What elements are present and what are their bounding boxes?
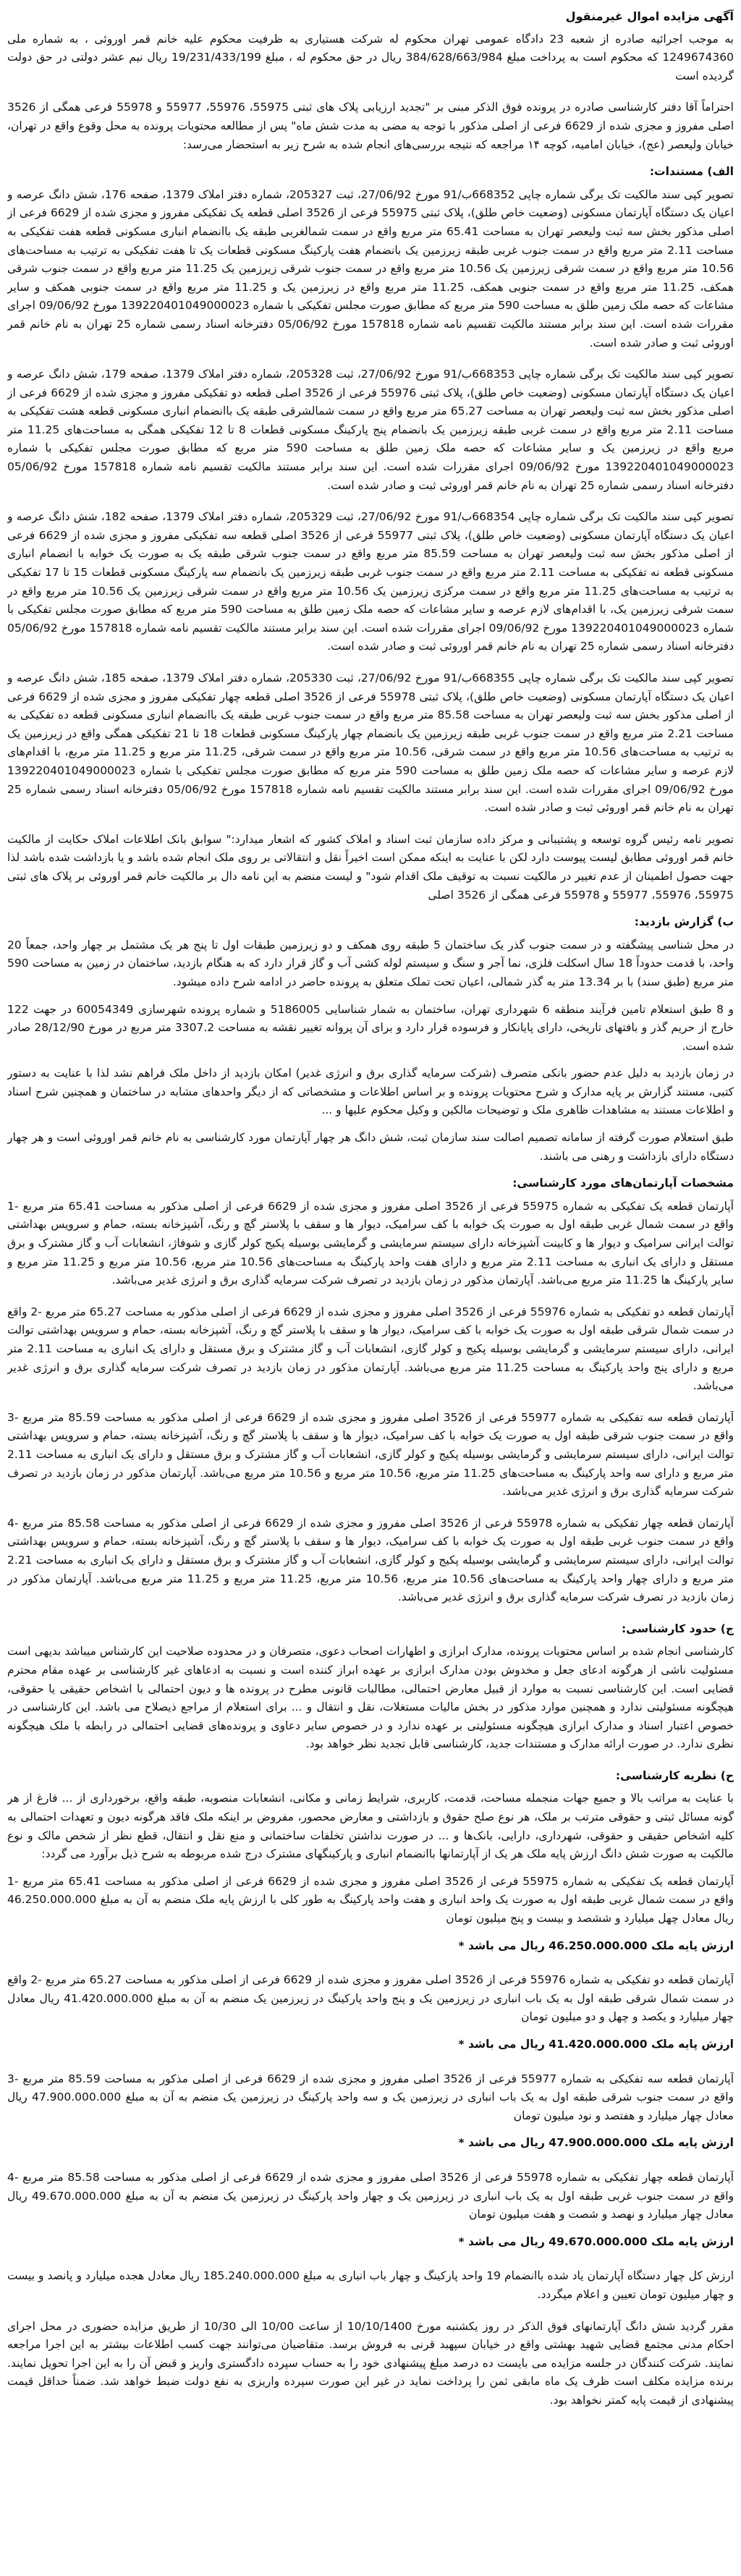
section-c-heading: مشخصات آپارتمان‌های مورد کارشناسی:	[512, 1177, 734, 1190]
valuation-price-3: ارزش پایه ملک 47.900.000.000 ریال می باشد *	[458, 2136, 734, 2150]
site-visit-note: در محل شناسی پیشگفته و در سمت جنوب گذر یک ساختمان 5 طبقه روی همکف و دو زیرزمین طبقات اول تا پنج هر یک مشتمل بر چهار واحد، جمعاً 20 واحد، با قدمت حدوداً 18 سال اسکلت فلزی، نما آجر و سنگ و سیستم لوله کشی آب و گاز قرار دارد که به هنگام بازدید، ساختمان در زمین به مساحت 590 متر مربع (طبق سند) با بر 13.34 متر به گذر شمالی، اعیان تحت تملک متعلق به پرونده حاضر در ادامه شرح داده میشود.	[7, 938, 734, 988]
section-d-heading: ج) حدود کارشناسی:	[621, 1622, 734, 1635]
registry-letter-note: تصویر نامه رئیس گروه توسعه و پشتیبانی و مرکز داده سازمان ثبت اسناد و املاک کشور که اشعار میدارد:" سوابق بانک اطلاعات املاک حکایت از مالکیت خانم قمر اوروئی مطابق لیست پیوست دارد لکن با عنایت به اینکه ممکن است اخیراً نقل و انتقالاتی بر روی ملک انجام شده باشد و یا بازداشت شده باشد لذا جهت حصول اطمینان از عدم تغییر در مالکیت نسبت به توقیف ملک اقدام شود" و لیست منضم به این نامه دال بر مالکیت خانم قمر اوروئی بر پلاک های ثبتی 55975، 55976، 55977 و 55978 فرعی همگی از 3526 اصلی	[7, 832, 734, 902]
apartment-item-3: آپارتمان قطعه سه تفکیکی به شماره 55977 فرعی از 3526 اصلی مفروز و مجزی شده از 6629 فرعی از اصلی مذکور به مساحت 85.59 متر مربع -3 واقع در سمت جنوب شرقی طبقه اول به صورت یک خوابه با کف سرامیک، دیوار ها و سقف با پلاستر گچ و رنگ، آشپزخانه بسته، حمام و سرویس بهداشتی توالت ایرانی، دارای سیستم سرمایشی و گرمایشی بوسیله پکیج و کولر گازی، انشعابات آب و گاز مشترک و برق مستقل و دارای یک انباری به مساحت 2.11 متر مربع و دارای سه واحد پارکینگ به مساحت‌های 11.25 متر مربع، 10.56 متر مربع و 10.56 متر مربع می‌باشد. آپارتمان مذکور در زمان بازدید در تصرف شرکت سرمایه گذاری برق و انرژی غدیر می‌باشد.	[7, 1410, 734, 1499]
document-item-1: تصویر کپی سند مالکیت تک برگی شماره چاپی 668352ب/91 مورخ 27/06/92، ثبت 205327، شماره دفتر املاک 1379، صفحه 176، شش دانگ عرصه و اعیان یک دستگاه آپارتمان مسکونی (وضعیت خاص طلق)، پلاک ثبتی 55975 فرعی از 3526 اصلی قطعه یک تفکیکی مفروز و مجزی شده از 6629 فرعی از اصلی مذکور بخش سه ثبت ولیعصر تهران به مساحت 65.41 متر مربع واقع در سمت شمالغربی طبقه یک باانضمام انباری مسکونی قطعه هفت تفکیکی به مساحت 2.11 متر مربع واقع در سمت جنوب غربی طبقه زیرزمین یک بانضمام هفت پارکینگ مسکونی قطعات یک تا هفت تفکیکی به ترتیب به مساحت‌های 10.56 متر مربع واقع در سمت شرقی زیرزمین یک 10.56 متر مربع واقع در سمت جنوب شرقی زیرزمین یک 11.25 متر مربع واقع در سمت جنوب شرقی همکف، 11.25 متر مربع واقع در سمت جنوبی همکف، 11.25 متر مربع واقع در زیرزمین یک و 11.25 متر مربع واقع در سمت جنوبی همکف و سایر مشاعات که حصه ملک زمین طلق به مساحت 590 متر مربع که مطابق صورت مجلس تفکیکی با شماره 139220401049000023 مورخ 09/06/92 اجرای مقررات شده است. این سند برابر مستند مالکیت تقسیم نامه شماره 157818 مورخ 05/06/92 دفترخانه اسناد رسمی شماره 25 تهران به نام خانم قمر اوروئی ثبت و صادر شده است.	[7, 187, 734, 349]
scope-paragraph: کارشناسی انجام شده بر اساس محتویات پرونده، مدارک ابرازی و اظهارات اصحاب دعوی، متصرفان و در محدوده صلاحیت این کارشناس میباشد بدیهی است مسئولیت ناشی از هرگونه ادعای جعل و مخدوش بودن مدارک ابرازی بر عهده ابراز کننده است و نسبت به ادعاهای غیر کارشناسی بر عهده مقام محترم قضایی است. این کارشناسی نسبت به موارد از قبیل معارض احتمالی، مطالبات قانونی مطرح در پرونده ها و دیون احتمالی با اشخاص حقیقی یا حقوقی، هیچگونه مسئولیتی ندارد و همچنین موارد مذکور در بخش مالیات مستغلات، نقل و انتقال و ... برای استعلام از مراجع ذیصلاح می باشد. این کارشناسی در خصوص اعتبار اسناد و مدارک ابرازی هیچگونه مسئولیتی بر عهده ندارد و در خصوص سایر دعاوی و پرونده‌های قضایی احتمالی در رابطه با ملک هیچگونه نظری ندارد. در صورت ارائه مدارک و مستندات جدید، کارشناسی قابل تجدید نظر خواهد بود.	[7, 1645, 734, 1751]
decision-paragraph: احتراماً آقا دفتر کارشناسی صادره در پرونده فوق الذکر مبنی بر "تجدید ارزیابی پلاک های ثبتی 55975، 55976، 55977 و 55978 فرعی همگی از 3526 اصلی مفروز و مجزی شده از 6629 فرعی از اصلی مذکور با توجه به مضی به مدت شش ماه" پس از مطالعه محتویات پرونده به محل وقوع واقع در تهران، خیابان ولیعصر (عج)، خیابان امامیه، کوچه ۱۴ مراجعه که نتیجه بررسی‌های انجام شده به شرح زیر به استحضار می‌رسد:	[7, 101, 734, 151]
valuation-item-1: آپارتمان قطعه یک تفکیکی به شماره 55975 فرعی از 3526 اصلی مفروز و مجزی شده از 6629 فرعی از اصلی مذکور به مساحت 65.41 متر مربع -1 واقع در سمت شمال غربی طبقه اول به صورت یک واحد انباری و هفت واحد پارکینگ به طور کلی با ارزش پایه ملک منضم به آن به مبلغ 46.250.000.000 ریال معادل چهل میلیارد و ششصد و بیست و پنج میلیون تومان	[7, 1874, 734, 1925]
valuation-price-2: ارزش پایه ملک 41.420.000.000 ریال می باشد *	[458, 2038, 734, 2051]
section-b-heading: ب) گزارش بازدید:	[634, 915, 734, 929]
document-title: آگهی مزایده اموال غیرمنقول	[565, 9, 734, 23]
valuation-item-2: آپارتمان قطعه دو تفکیکی به شماره 55976 فرعی از 3526 اصلی مفروز و مجزی شده از 6629 فرعی از اصلی مذکور به مساحت 65.27 متر مربع -2 واقع در سمت شمال شرقی طبقه اول به یک باب انباری در زیرزمین یک و پنج واحد پارکینگ در زیرزمین یک منضم به آن به مبلغ 41.420.000.000 ریال معادل چهار میلیارد و یکصد و چهل و دو میلیون تومان	[7, 1973, 734, 2024]
valuation-price-1: ارزش پایه ملک 46.250.000.000 ریال می باشد *	[458, 1939, 734, 1952]
apartment-item-4: آپارتمان قطعه چهار تفکیکی به شماره 55978 فرعی از 3526 اصلی مفروز و مجزی شده از 6629 فرعی از اصلی مذکور به مساحت 85.58 متر مربع -4 واقع در سمت جنوب غربی طبقه اول به صورت یک خوابه با کف سرامیک، دیوار ها و سقف با پلاستر گچ و رنگ، آشپزخانه بسته، حمام و سرویس بهداشتی توالت ایرانی، دارای سیستم سرمایشی و گرمایشی بوسیله پکیج و کولر گازی، انشعابات آب و گاز مشترک و برق مستقل و دارای یک انباری به مساحت 2.21 متر مربع و دارای چهار واحد پارکینگ به مساحت‌های 10.56 متر مربع، 10.56 متر مربع، 11.25 متر مربع و 11.25 متر مربع می‌باشد. آپارتمان مذکور در زمان بازدید در تصرف شرکت سرمایه گذاری برق و انرژی غدیر می‌باشد.	[7, 1516, 734, 1604]
apartment-item-1: آپارتمان قطعه یک تفکیکی به شماره 55975 فرعی از 3526 اصلی مفروز و مجزی شده از 6629 فرعی از اصلی مذکور به مساحت 65.41 متر مربع -1 واقع در سمت شمال غربی طبقه اول به صورت یک خوابه با کف سرامیک، دیوار ها و سقف با پلاستر گچ و رنگ، آشپزخانه بسته، حمام و سرویس بهداشتی توالت ایرانی سرامیک و دیوار ها و کابینت آشپزخانه دارای سیستم سرمایشی و گرمایشی بوسیله پکیج کولر گازی و شوفاژ، انشعابات آب و گاز مشترک و برق مستقل و دارای یک انباری به مساحت 2.11 متر مربع و دارای هفت واحد پارکینگ به مساحت‌های 10.56 متر مربع، 10.56 متر مربع و 11.25 متر مربع و سایر پارکینگ ها 11.25 متر مربع می‌باشد. آپارتمان مذکور در زمان بازدید در تصرف شرکت سرمایه گذاری برق و انرژی غدیر می‌باشد.	[7, 1199, 734, 1287]
apartments-list	[7, 1198, 734, 1607]
document-item-2: تصویر کپی سند مالکیت تک برگی شماره چاپی 668353ب/91 مورخ 27/06/92، ثبت 205328، شماره دفتر املاک 1379، صفحه 179، شش دانگ عرصه و اعیان یک دستگاه آپارتمان مسکونی (وضعیت خاص طلق)، پلاک ثبتی 55976 فرعی از 3526 اصلی قطعه دو تفکیکی مفروز و مجزی شده از 6629 فرعی از اصلی مذکور بخش سه ثبت ولیعصر تهران به مساحت 65.27 متر مربع واقع در سمت شمالشرقی طبقه یک باانضمام انباری مسکونی قطعه هشت تفکیکی به مساحت 2.11 متر مربع واقع در سمت غربی طبقه زیرزمین یک بانضمام پنج پارکینگ مسکونی قطعات 8 تا 12 تفکیکی همگی به مساحت‌های 11.25 متر مربع واقع در زیرزمین یک و سایر مشاعات که حصه ملک زمین طلق به مساحت 590 متر مربع که مطابق صورت مجلس تفکیکی با شماره 139220401049000023 مورخ 09/06/92 اجرای مقررات شده است. این سند برابر مستند مالکیت تقسیم نامه شماره 157818 مورخ 05/06/92 دفترخانه اسناد رسمی شماره 25 تهران به نام خانم قمر اوروئی ثبت و صادر شده است.	[7, 368, 734, 492]
valuation-item-4: آپارتمان قطعه چهار تفکیکی به شماره 55978 فرعی از 3526 اصلی مفروز و مجزی شده از 6629 فرعی از اصلی مذکور به مساحت 85.58 متر مربع -4 واقع در سمت جنوب غربی طبقه اول به یک باب انباری در زیرزمین یک و چهار واحد پارکینگ در زیرزمین یک منضم به آن به مبلغ 49.670.000.000 ریال معادل چهار میلیارد و نهصد و شصت و هفت میلیون تومان	[7, 2170, 734, 2221]
title-deed-note: طبق استعلام صورت گرفته از سامانه تصمیم اصالت سند سازمان ثبت، شش دانگ هر چهار آپارتمان مورد کارشناسی به نام خانم قمر اوروئی است و هر چهار دستگاه دارای بازداشت و رهنی می باشند.	[7, 1131, 734, 1163]
valuation-price-4: ارزش پایه ملک 49.670.000.000 ریال می باشد *	[458, 2234, 734, 2248]
notes-list	[7, 831, 734, 1166]
documents-list	[7, 186, 734, 818]
document-item-4: تصویر کپی سند مالکیت تک برگی شماره چاپی 668355ب/91 مورخ 27/06/92، ثبت 205330، شماره دفتر املاک 1379، صفحه 185، شش دانگ عرصه و اعیان یک دستگاه آپارتمان مسکونی (وضعیت خاص طلق)، پلاک ثبتی 55978 فرعی از 3526 اصلی قطعه چهار تفکیکی مفروز و مجزی شده از 6629 فرعی از اصلی مذکور بخش سه ثبت ولیعصر تهران به مساحت 85.58 متر مربع واقع در سمت جنوب غربی طبقه یک باانضمام انباری مسکونی قطعه ده تفکیکی به مساحت 2.21 متر مربع واقع در سمت جنوب غربی طبقه زیرزمین یک بانضمام چهار پارکینگ مسکونی قطعات 18 تا 21 تفکیکی همگی واقع در زیرزمین یک به ترتیب به مساحت‌های 10.56 متر مربع واقع در سمت شرقی، 10.56 متر مربع واقع در سمت شرقی، 11.25 متر مربع و 11.25 متر مربع، با اقدام‌های لازم عرصه و سایر مشاعات که حصه ملک زمین طلق به مساحت 590 متر مربع که مطابق صورت مجلس تفکیکی با شماره 139220401049000023 مورخ 09/06/92 اجرای مقررات شده است. این سند برابر مستند مالکیت تقسیم نامه شماره 157818 مورخ 05/06/92 دفترخانه اسناد رسمی شماره 25 تهران به نام خانم قمر اوروئی ثبت و صادر شده است.	[7, 671, 734, 815]
opinion-paragraph: با عنایت به مراتب بالا و جمیع جهات منجمله مساحت، قدمت، کاربری، شرایط زمانی و مکانی، انشعابات منصوبه، طبقه واقع، برخورداری از ... فارغ از هر گونه مسائل ثبتی و حقوقی مترتب بر ملک، هر نوع صلح حقوق و بازداشتی و معارض محصور، مفروض بر اینکه ملک فاقد هرگونه دیون و تعهدات احتمالی به کلیه اشخاص حقیقی و حقوقی، شهرداری، دارایی، بانک‌ها و ... در صورت نداشتن تخلفات ساختمانی و منع نقل و انتقال، قطع نظر از شخص مالک و نوع مالکیت به صورت شش دانگ ارزش پایه ملک هر یک از آپارتمانها باانضمام انباری و پارکینگهای مشترک درج شده مربوطه به شرح ذیل برآورد می گردد:	[7, 1792, 734, 1861]
section-e-heading: ح) نظریه کارشناسی:	[615, 1768, 734, 1782]
total-valuation: ارزش کل چهار دستگاه آپارتمان یاد شده باانضمام 19 واحد پارکینگ و چهار باب انباری به مبلغ 185.240.000.000 ریال معادل هجده میلیارد و پانصد و بیست و چهار میلیون تومان تعیین و اعلام میگردد.	[7, 2269, 734, 2301]
auction-footer: مقرر گردید شش دانگ آپارتمانهای فوق الذکر در روز یکشنبه مورخ 10/10/1400 از ساعت 10/00 الی 10/30 از طریق مزایده حضوری در محل اجرای احکام مدنی مجتمع قضایی شهید بهشتی واقع در خیابان سپهبد قرنی به فروش برسد. متقاضیان می‌توانند جهت کسب اطلاعات بیشتر به این اجرا مراجعه نمایند. شرکت کنندگان در جلسه مزایده می بایست ده درصد مبلغ پیشنهادی خود را به حساب سپرده دادگستری واریز و قبض آن را به این اجرا تحویل نمایند. برنده مزایده مکلف است ظرف یک ماه مابقی ثمن را پرداخت نماید در غیر این صورت سپرده واریزی به نفع دولت ضبط خواهد شد. ضمناً حداقل قیمت پیشنهادی از قیمت پایه کمتر نخواهد بود.	[7, 2319, 734, 2407]
auction-notice-document	[7, 7, 734, 2562]
access-note: در زمان بازدید به دلیل عدم حضور بانکی متصرف (شرکت سرمایه گذاری برق و انرژی غدیر) امکان بازدید از داخل ملک فراهم نشد لذا با عنایت به دستور کتبی، مستند گزارش بر پایه مدارک و شرح محتویات پرونده و بر اساس اطلاعات و مشخصاتی که از دیگر واحدهای مشابه در ساختمان و همچنین شرح اسناد و اطلاعات مستند به مشاهدات ظاهری ملک و توضیحات مالکین و وکیل محکوم علیها و ...	[7, 1067, 734, 1117]
section-a-heading: الف) مستندات:	[649, 165, 734, 179]
intro-paragraph: به موجب اجرائیه صادره از شعبه 23 دادگاه عمومی تهران محکوم له شرکت هستیاری به ظرفیت محکوم علیه خانم قمر اوروئی ، به شماره ملی 1249674360 که محکوم است به پرداخت مبلغ 384/628/663/984 ریال در حق محکوم له ، مبلغ 19/231/433/199 ریال نیم عشر دولتی در حق دولت گردیده است	[7, 32, 734, 82]
valuations-list	[7, 1873, 734, 2252]
document-item-3: تصویر کپی سند مالکیت تک برگی شماره چاپی 668354ب/91 مورخ 27/06/92، ثبت 205329، شماره دفتر املاک 1379، صفحه 182، شش دانگ عرصه و اعیان یک دستگاه آپارتمان مسکونی (وضعیت خاص طلق)، پلاک ثبتی 55977 فرعی از 3526 اصلی قطعه سه تفکیکی مفروز و مجزی شده از 6629 فرعی از اصلی مذکور بخش سه ثبت ولیعصر تهران به مساحت 85.59 متر مربع واقع در سمت جنوب شرقی طبقه یک به صورت یک خوابه با انضمام انباری مسکونی قطعه نه تفکیکی به مساحت 2.11 متر مربع واقع در سمت جنوب غربی طبقه زیرزمین یک بانضمام سه پارکینگ مسکونی قطعات 15 تا 17 تفکیکی به ترتیب به مساحت‌های 11.25 متر مربع واقع در سمت مرکزی زیرزمین یک 10.56 متر مربع واقع در سمت شرقی زیرزمین یک 10.56 متر مربع واقع در سمت شرقی زیرزمین یک، با اقدام‌های لازم عرصه و سایر مشاعات که حصه ملک زمین طلق به مساحت 590 متر مربع که مطابق صورت مجلس تفکیکی با شماره 139220401049000023 مورخ 09/06/92 اجرای مقررات شده است. این سند برابر مستند مالکیت تقسیم نامه شماره 157818 مورخ 05/06/92 دفترخانه اسناد رسمی شماره 25 تهران به نام خانم قمر اوروئی ثبت و صادر شده است.	[7, 510, 734, 653]
apartment-item-2: آپارتمان قطعه دو تفکیکی به شماره 55976 فرعی از 3526 اصلی مفروز و مجزی شده از 6629 فرعی از اصلی مذکور به مساحت 65.27 متر مربع -2 واقع در سمت شمال شرقی طبقه اول به صورت یک خوابه با کف سرامیک، دیوار ها و سقف با پلاستر گچ و رنگ، آشپزخانه بسته، حمام و سرویس بهداشتی توالت ایرانی، دارای سیستم سرمایشی و گرمایشی بوسیله پکیج و کولر گازی، انشعابات آب و گاز مشترک و برق مستقل و دارای یک انباری به مساحت 2.11 متر مربع و دارای پنج واحد پارکینگ به مساحت 11.25 متر مربع می‌باشد. آپارتمان مذکور در زمان بازدید در تصرف شرکت سرمایه گذاری برق و انرژی غدیر می‌باشد.	[7, 1305, 734, 1393]
municipality-note: و 8 طبق استعلام تامین فرآیند منطقه 6 شهرداری تهران، ساختمان به شمار شناسایی 5186005 و شماره پرونده شهرسازی 60054349 در جهت 122 خارج از حریم گذر و بافتهای تاریخی، دارای پایانکار و فرسوده قرار دارد و برای آن پروانه تغییر نقشه به مساحت 3307.2 متر مربع در مورخ 28/12/90 صادر شده است.	[7, 1002, 734, 1053]
valuation-item-3: آپارتمان قطعه سه تفکیکی به شماره 55977 فرعی از 3526 اصلی مفروز و مجزی شده از 6629 فرعی از اصلی مذکور به مساحت 85.59 متر مربع -3 واقع در سمت جنوب شرقی طبقه اول به یک باب انباری در زیرزمین یک و سه واحد پارکینگ در زیرزمین یک منضم به آن به مبلغ 47.900.000.000 ریال معادل چهار میلیارد و هفتصد و نود میلیون تومان	[7, 2072, 734, 2122]
